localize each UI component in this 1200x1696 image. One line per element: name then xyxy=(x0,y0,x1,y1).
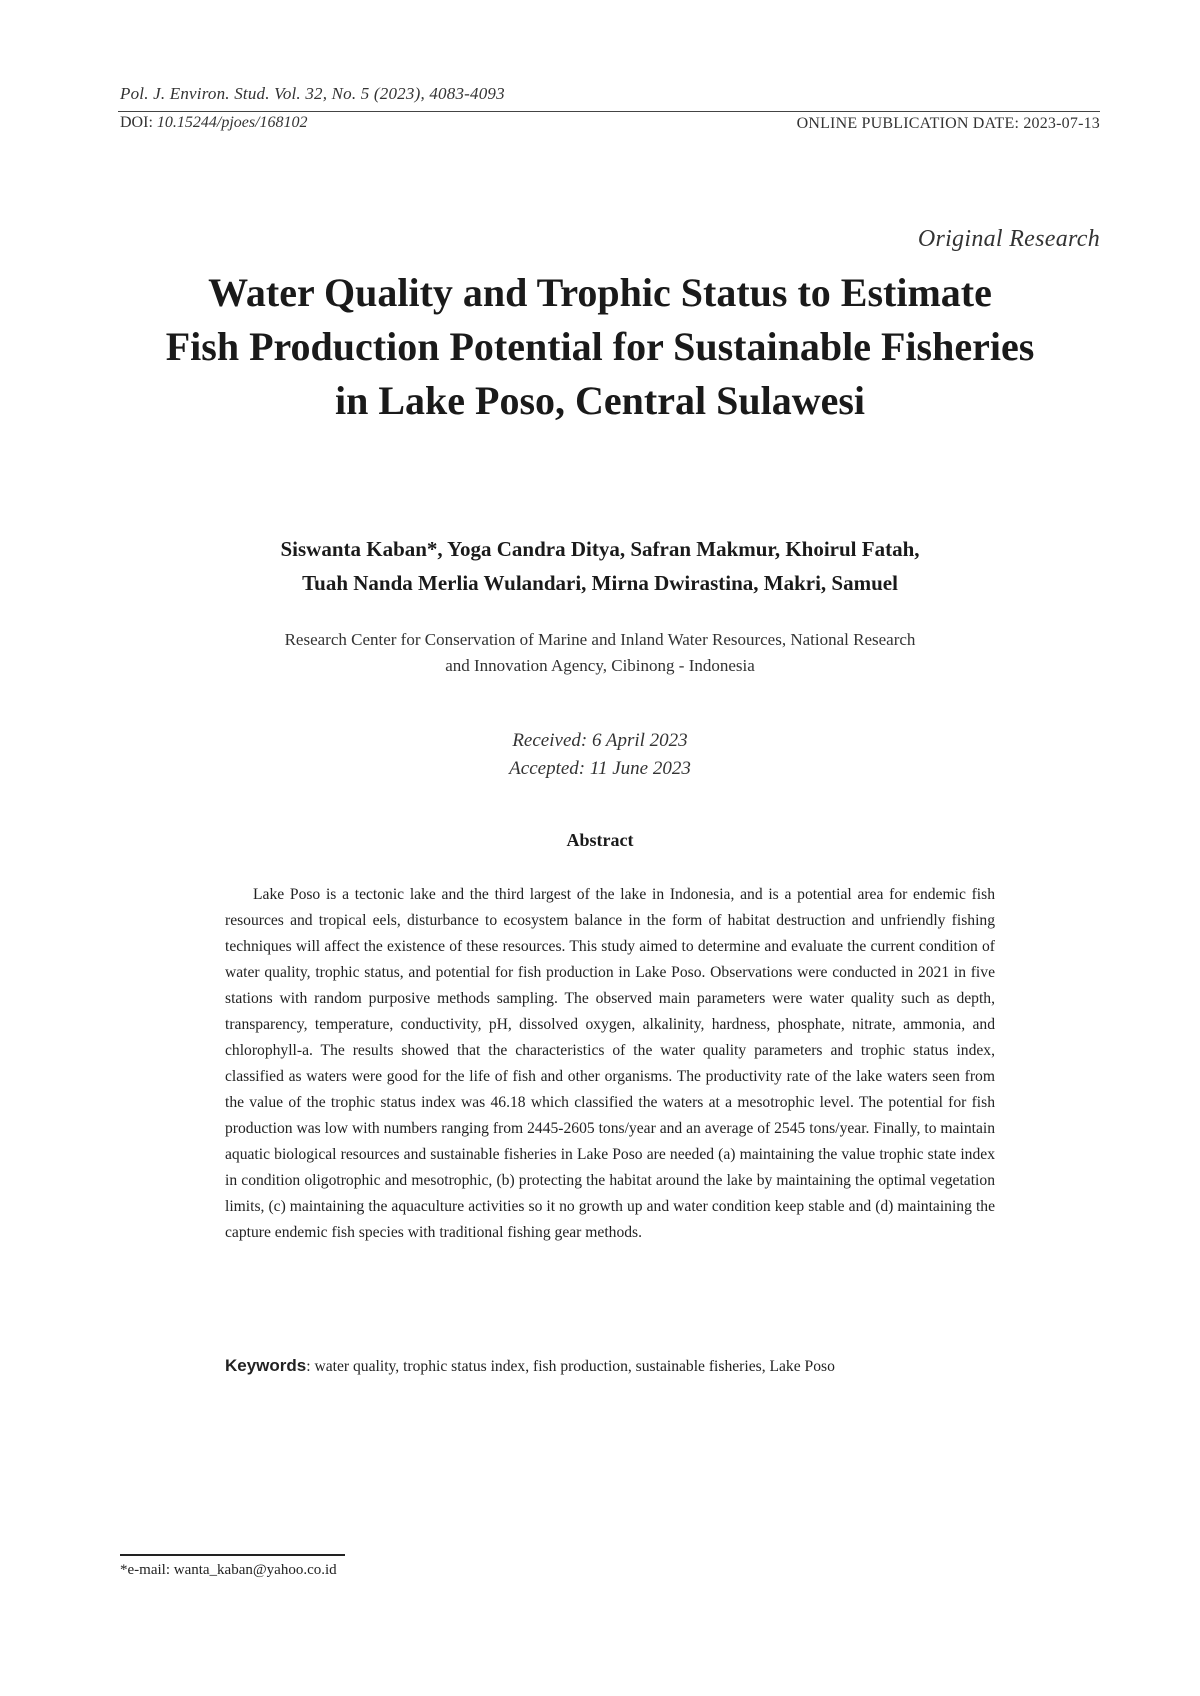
keywords xyxy=(225,1354,995,1379)
keywords-text: : water quality, trophic status index, fish production, sustainable fisheries, Lake Poso xyxy=(306,1358,835,1375)
author-line: Siswanta Kaban*, Yoga Candra Ditya, Safran Makmur, Khoirul Fatah, xyxy=(280,537,920,561)
title-line: in Lake Poso, Central Sulawesi xyxy=(334,378,866,423)
submission-dates xyxy=(200,727,1000,783)
title-line: Fish Production Potential for Sustainable Fisheries xyxy=(165,324,1035,369)
online-publication-date: ONLINE PUBLICATION DATE: 2023-07-13 xyxy=(796,115,1100,132)
doi-link[interactable]: 10.15244/pjoes/168102 xyxy=(156,114,308,131)
paper-title xyxy=(100,266,1100,428)
abstract-body: Lake Poso is a tectonic lake and the third largest of the lake in Indonesia, and is a potential area for endemic fish resources and tropical eels, disturbance to ecosystem balance in the form of habitat destruction and unfriendly fishing techniques will affect the existence of these resources. This study aimed to determine and evaluate the current condition of water quality, trophic status, and potential for fish production in Lake Poso. Observations were conducted in 2021 in five stations with random purposive methods sampling. The observed main parameters were water quality such as depth, transparency, temperature, conductivity, pH, dissolved oxygen, alkalinity, hardness, phosphate, nitrate, ammonia, and chlorophyll-a. The results showed that the characteristics of the water quality parameters and trophic status index, classified as waters were good for the life of fish and other organisms. The productivity rate of the lake waters seen from the value of the trophic status index was 46.18 which classified the waters at a mesotrophic level. The potential for fish production was low with numbers ranging from 2445-2605 tons/year and an average of 2545 tons/year. Finally, to maintain aquatic biological resources and sustainable fisheries in Lake Poso are needed (a) maintaining the value trophic state index in condition oligotrophic and mesotrophic, (b) protecting the habitat around the lake by maintaining the optimal vegetation limits, (c) maintaining the aquaculture activities so it no growth up and water condition keep stable and (d) maintaining the capture endemic fish species with traditional fishing gear methods. xyxy=(225,886,995,1241)
author-list xyxy=(160,532,1040,600)
affiliation xyxy=(200,627,1000,679)
corresponding-author-email: *e-mail: wanta_kaban@yahoo.co.id xyxy=(120,1562,337,1578)
header-divider xyxy=(118,111,1100,112)
abstract-heading: Abstract xyxy=(566,830,634,850)
received-date: Received: 6 April 2023 xyxy=(512,730,688,751)
keywords-label: Keywords xyxy=(225,1356,307,1375)
accepted-date: Accepted: 11 June 2023 xyxy=(509,758,691,779)
journal-citation: Pol. J. Environ. Stud. Vol. 32, No. 5 (2023), 4083-4093 xyxy=(120,84,505,103)
affiliation-line: Research Center for Conservation of Marine and Inland Water Resources, National Research xyxy=(284,630,916,649)
doi-label: DOI: xyxy=(120,114,153,131)
author-line: Tuah Nanda Merlia Wulandari, Mirna Dwirastina, Makri, Samuel xyxy=(302,571,898,595)
doi xyxy=(120,114,308,132)
article-type: Original Research xyxy=(917,226,1100,252)
footnote-divider xyxy=(120,1554,345,1556)
affiliation-line: and Innovation Agency, Cibinong - Indonesia xyxy=(445,656,755,675)
title-line: Water Quality and Trophic Status to Estimate xyxy=(208,270,992,315)
